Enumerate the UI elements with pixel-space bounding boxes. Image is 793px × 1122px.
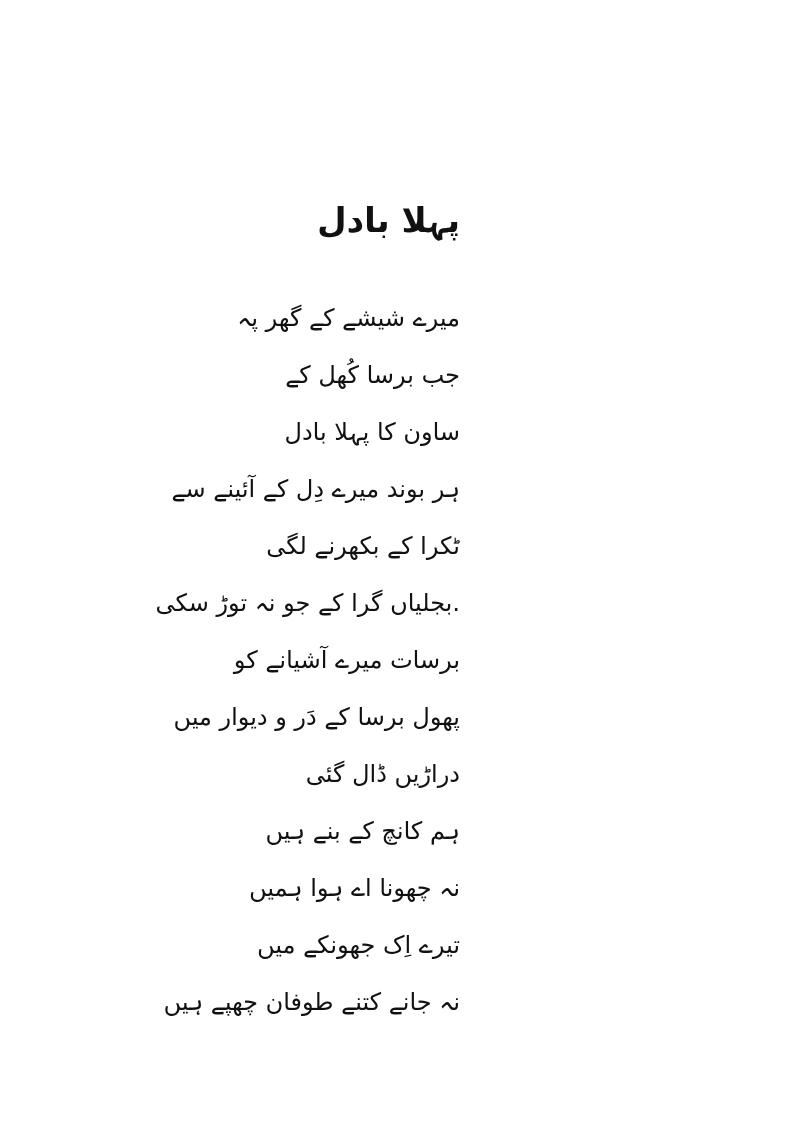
- poem-line: ہر بوند میرے دِل کے آئینے سے: [171, 475, 460, 503]
- poem-line: پھول برسا کے دَر و دیوار میں: [173, 703, 460, 731]
- poem-line: دراڑیں ڈال گئی: [305, 760, 460, 788]
- poem-line: میرے شیشے کے گھر پہ: [237, 304, 460, 332]
- poem-line: .بجلیاں گرا کے جو نہ توڑ سکی: [155, 589, 460, 617]
- poem-body: [155, 290, 460, 1031]
- poem-line: ٹکرا کے بکھرنے لگی: [266, 532, 460, 560]
- poem-line: تیرے اِک جھونکے میں: [257, 931, 460, 959]
- poem-line: ہم کانچ کے بنے ہیں: [265, 817, 460, 845]
- poem-line: نہ جانے کتنے طوفان چھپے ہیں: [163, 988, 460, 1016]
- poem-line: جب برسا کُھل کے: [285, 361, 460, 389]
- poem-title: پہلا بادل: [317, 201, 460, 241]
- poem-line: برسات میرے آشیانے کو: [233, 646, 460, 674]
- poem-line: نہ چھونا اے ہوا ہمیں: [249, 874, 460, 902]
- poem-line: ساون کا پہلا بادل: [284, 418, 460, 446]
